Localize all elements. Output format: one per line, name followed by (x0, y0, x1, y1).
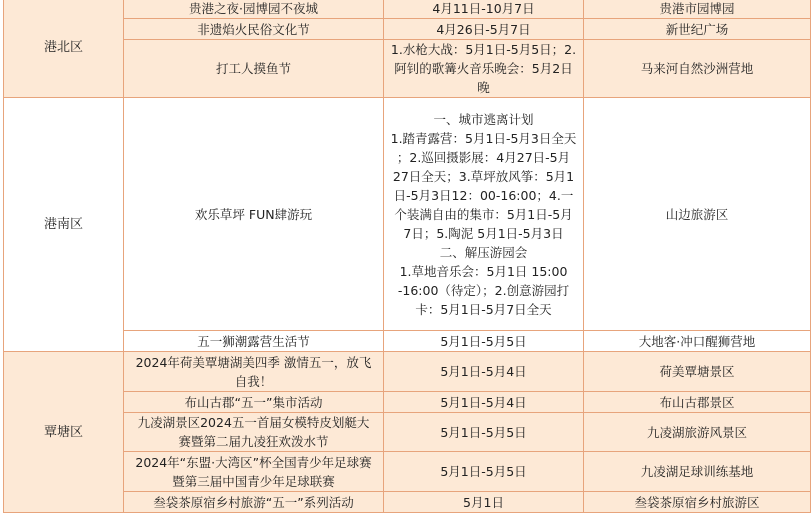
table-row (4, 452, 811, 492)
event-venue-cell (584, 413, 811, 452)
event-venue-cell-line: 荷美覃塘景区 (659, 364, 735, 379)
event-name-cell-line: 布山古郡“五一”集市活动 (184, 394, 323, 410)
event-venue-cell-line: 九凌湖足球训练基地 (640, 464, 754, 479)
event-date-cell-line: 5月1日-5月5日 (440, 464, 527, 479)
event-venue-cell (584, 352, 811, 392)
event-date-cell (384, 452, 584, 492)
event-venue-cell (584, 492, 811, 513)
event-date-cell-line: 4月26日-5月7日 (436, 21, 531, 37)
event-venue-cell (584, 452, 811, 492)
event-name-cell-line: 打工人摸鱼节 (215, 61, 291, 76)
event-date-cell (384, 331, 584, 352)
event-date-cell-line: 5月1日-5月4日 (440, 364, 527, 379)
event-name-cell-line: 五一狮潮露营生活节 (197, 333, 310, 349)
schedule-table (3, 0, 811, 513)
event-name-cell-line: 叁袋茶原宿乡村旅游“五一”系列活动 (153, 494, 354, 510)
event-date-cell (384, 40, 584, 98)
event-date-cell-line: 卡：5月1日-5月7日全天 (415, 301, 552, 317)
schedule-body (4, 0, 811, 513)
event-date-cell-line: 5月1日 (463, 494, 504, 510)
event-venue-cell (584, 40, 811, 98)
event-name-cell (124, 0, 384, 19)
event-name-cell-line: 贵港之夜·园博园不夜城 (189, 0, 318, 16)
event-date-cell-line: 1.踏青露营：5月1日-5月3日全天 (390, 130, 577, 146)
event-date-cell-line: 4月11日-10月7日 (432, 0, 535, 16)
event-venue-cell (584, 392, 811, 413)
event-venue-cell-line: 大地客·冲口醒狮营地 (638, 333, 756, 349)
event-date-cell-line: 晚 (477, 80, 490, 95)
event-venue-cell (584, 19, 811, 40)
event-name-cell-line: 暨第三届中国青少年足球联赛 (172, 473, 335, 489)
event-name-cell (124, 352, 384, 392)
table-row (4, 352, 811, 392)
event-date-cell (384, 98, 584, 331)
event-date-cell-line: 5月1日-5月5日 (440, 333, 527, 349)
table-row (4, 331, 811, 352)
event-date-cell-line: 阿钊的歌篝火音乐晚会：5月2日 (394, 61, 573, 76)
event-date-cell-line: 7日；5.陶泥 5月1日-5月3日 (403, 225, 564, 241)
event-venue-cell (584, 98, 811, 331)
event-date-cell-line: 1.草地音乐会：5月1日 15:00 (399, 263, 568, 279)
event-date-cell-line: 日-5月3日12：00-16:00；4.一 (393, 187, 574, 203)
event-venue-cell (584, 331, 811, 352)
event-name-cell (124, 413, 384, 452)
event-name-cell-line: 九凌湖景区2024五一首届女模特皮划艇大 (137, 415, 370, 430)
event-date-cell-line: -16:00（待定）；2.创意游园打 (397, 282, 570, 298)
table-row (4, 40, 811, 98)
table-row (4, 98, 811, 331)
event-name-cell (124, 40, 384, 98)
event-venue-cell-line: 贵港市园博园 (659, 0, 735, 16)
event-venue-cell-line: 马来河自然沙洲营地 (640, 61, 754, 76)
event-date-cell-line: 一、城市逃离计划 (433, 111, 534, 127)
event-venue-cell-line: 山边旅游区 (665, 206, 729, 222)
event-name-cell (124, 98, 384, 331)
event-date-cell-line: ；2.巡回摄影展：4月27日-5月 (396, 149, 571, 165)
event-date-cell (384, 392, 584, 413)
event-date-cell-line: 5月1日-5月5日 (440, 424, 527, 440)
district-cell: 覃塘区 (4, 352, 124, 513)
table-row (4, 413, 811, 452)
event-date-cell-line: 27日全天；3.草坪放风筝：5月1 (392, 168, 575, 184)
table-row (4, 392, 811, 413)
table-row (4, 19, 811, 40)
event-venue-cell-line: 叁袋茶原宿乡村旅游区 (634, 494, 760, 510)
event-date-cell (384, 19, 584, 40)
event-name-cell (124, 452, 384, 492)
event-name-cell-line: 自我！ (234, 373, 273, 389)
event-date-cell (384, 352, 584, 392)
event-name-cell-line: 非遗焰火民俗文化节 (197, 21, 310, 37)
event-name-cell (124, 331, 384, 352)
event-date-cell (384, 413, 584, 452)
event-name-cell (124, 492, 384, 513)
event-venue-cell-line: 布山古郡景区 (659, 394, 735, 410)
district-cell: 港南区 (4, 98, 124, 352)
event-venue-cell (584, 0, 811, 19)
event-name-cell-line: 2024年“东盟·大湾区”杯全国青少年足球赛 (135, 454, 372, 470)
event-date-cell (384, 492, 584, 513)
event-name-cell-line: 赛暨第二届九凌狂欢泼水节 (178, 434, 329, 449)
event-date-cell-line: 1.水枪大战：5月1日-5月5日；2. (390, 42, 577, 57)
event-venue-cell-line: 新世纪广场 (665, 21, 729, 37)
event-name-cell (124, 392, 384, 413)
event-date-cell-line: 个装满自由的集市：5月1日-5月 (394, 206, 573, 222)
event-date-cell-line: 二、解压游园会 (439, 244, 528, 260)
event-date-cell-line: 5月1日-5月4日 (440, 394, 527, 410)
event-name-cell-line: 2024年荷美覃塘湖美四季 激情五一，放飞 (135, 354, 372, 370)
event-name-cell-line: 欢乐草坪 FUN肆游玩 (194, 206, 313, 222)
table-row (4, 0, 811, 19)
table-row (4, 492, 811, 513)
event-venue-cell-line: 九凌湖旅游风景区 (646, 424, 747, 440)
event-name-cell (124, 19, 384, 40)
district-cell: 港北区 (4, 0, 124, 98)
event-date-cell (384, 0, 584, 19)
